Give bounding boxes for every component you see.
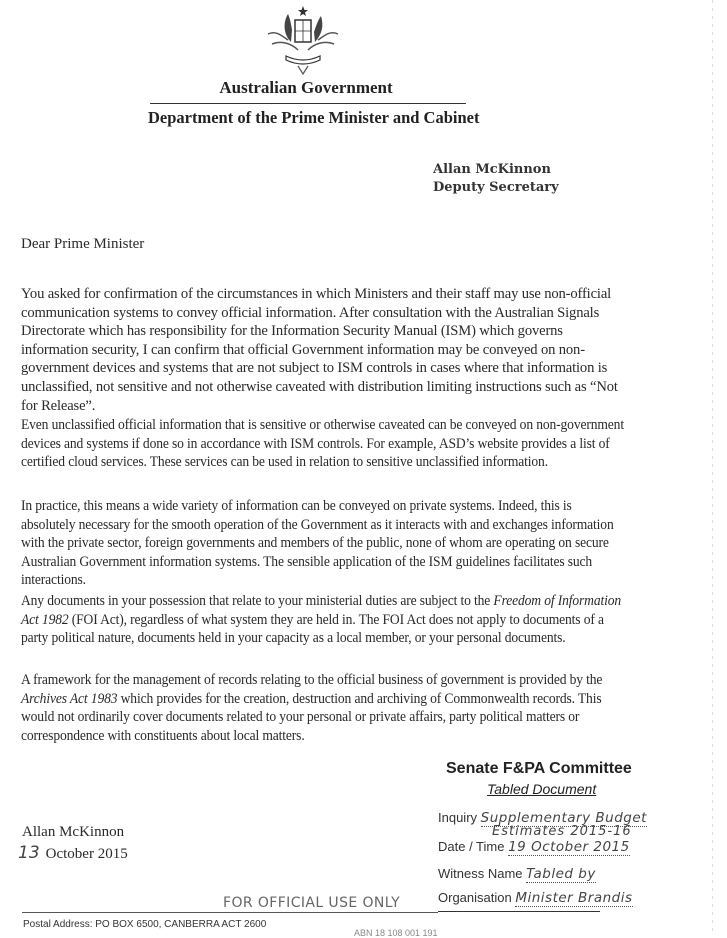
inquiry-value-continued: Estimates 2015-16 (492, 824, 632, 839)
organisation-label: Organisation (438, 890, 512, 905)
date-label: Date / Time (438, 839, 505, 854)
signoff-date (18, 843, 128, 863)
act-title: Freedom of Information Act 1982 (21, 593, 622, 628)
stamp-date-row (438, 839, 630, 855)
scan-edge-artifact (712, 0, 713, 934)
inquiry-value: Supplementary Budget (480, 810, 647, 826)
paragraph-archives-act (21, 671, 626, 745)
witness-label: Witness Name (438, 866, 523, 881)
inquiry-label: Inquiry (438, 810, 478, 825)
stamp-title: Senate F&PA Committee (446, 760, 632, 777)
abn-number: ABN 18 108 001 191 (354, 928, 438, 938)
signoff-name: Allan McKinnon (22, 824, 125, 840)
organisation-value: Minister Brandis (515, 890, 633, 906)
stamp-organisation-row (438, 890, 633, 906)
sender-title: Deputy Secretary (433, 180, 559, 195)
stamp-divider (438, 911, 600, 912)
text: (FOI Act), regardless of what system they are held in. The FOI Act does not apply to documents of a party political nature, documents held in your capacity as a local member, or your personal documents. (21, 611, 604, 647)
postal-address: Postal Address: PO BOX 6500, CANBERRA ACT 2600 (23, 919, 267, 930)
act-title: Archives Act 1983 (21, 690, 118, 707)
stamp-subtitle: Tabled Document (487, 781, 597, 797)
paragraph-foi-act (21, 592, 626, 648)
footer-divider (22, 912, 438, 913)
text: which provides for the creation, destruction and archiving of Commonwealth records. This would not ordinarily cover documents related to your personal or private affairs, party political matters or correspondence with constituents about local matters. (21, 690, 602, 744)
stamp-witness-row (438, 866, 596, 882)
text: A framework for the management of records relating to the official business of government is provided by the (21, 672, 603, 688)
paragraph-ism-confirmation: You asked for confirmation of the circumstances in which Ministers and their staff may use non-official communication systems to convey official information. After consultation with the Australian Signals Directorate which has responsibility for the Information Security Manual (ISM) which governs information security, I can confirm that official Government information may be conveyed on non-government devices and systems that are not subject to ISM controls in cases where that information is unclassified, not sensitive and not otherwise caveated with distribution limiting instructions such as “Not for Release”. (21, 286, 618, 414)
date-text: October 2015 (45, 846, 128, 862)
coat-of-arms-icon (258, 4, 348, 76)
header-divider (150, 103, 466, 104)
handwritten-day: 13 (18, 843, 40, 863)
classification-marking: FOR OFFICIAL USE ONLY (223, 895, 401, 911)
paragraph-private-systems: In practice, this means a wide variety of information can be conveyed on private systems. Indeed, this is absolutely necessary for the smooth operation of the Government as it interacts with and exchanges information with the private sector, foreign governments and members of the public, none of whom are operating on secure Australian Government information systems. The sensible application of the ISM guidelines facilitates such interactions. (21, 498, 614, 589)
witness-value: Tabled by (526, 866, 596, 882)
paragraph-sensitive-information: Even unclassified official information that is sensitive or otherwise caveated can be conveyed on non-government devices and systems if done so in accordance with ISM controls. For example, ASD’s website provides a list of certified cloud services. These services can be used in relation to sensitive unclassified information. (21, 417, 624, 471)
sender-block (433, 161, 559, 197)
sender-name: Allan McKinnon (433, 162, 551, 177)
government-title: Australian Government (219, 78, 393, 97)
text: Any documents in your possession that relate to your ministerial duties are subject to the (21, 593, 494, 609)
date-value: 19 October 2015 (508, 839, 630, 855)
department-title: Department of the Prime Minister and Cabinet (148, 108, 480, 127)
salutation: Dear Prime Minister (21, 236, 145, 252)
